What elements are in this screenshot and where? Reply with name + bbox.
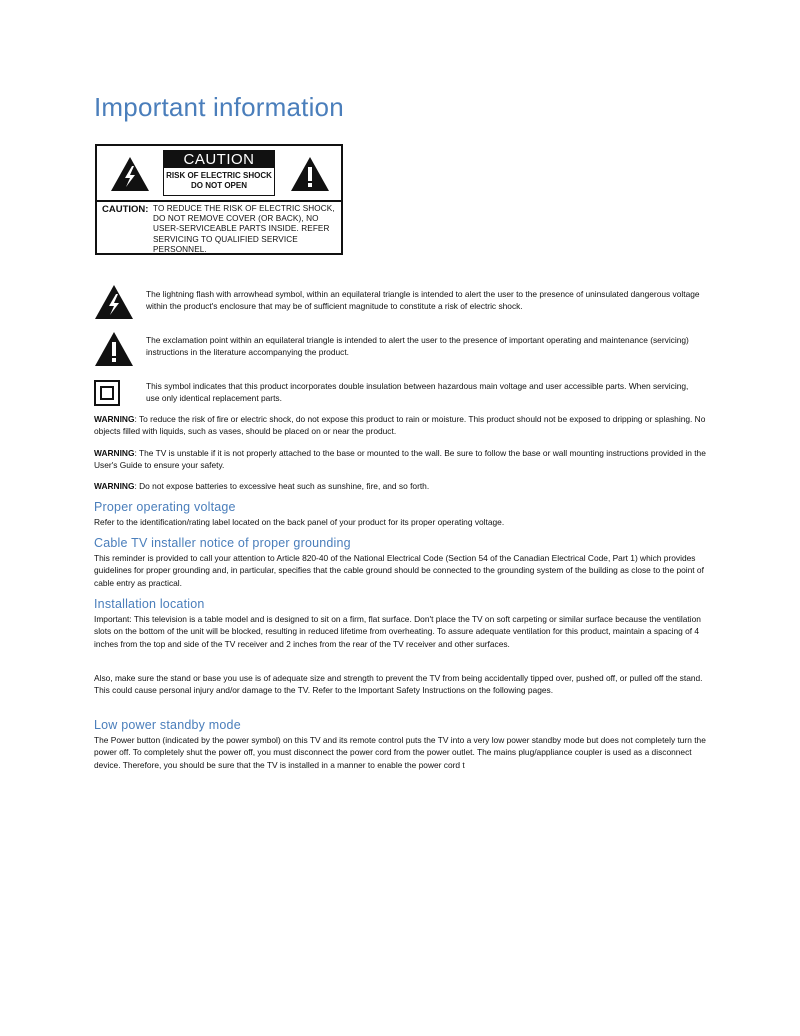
section-heading: Installation location — [94, 597, 205, 611]
lightning-symbol-description: The lightning flash with arrowhead symbol, within an equilateral triangle is intended to alert the user to the presence of uninsulated dangerous voltage within the product's enclosure that may be of sufficient magnitude to constitute a risk of electric shock. — [146, 289, 700, 312]
caution-sub-line1: RISK OF ELECTRIC SHOCK — [166, 171, 272, 180]
double-insulation-description: This symbol indicates that this product incorporates double insulation between hazardous main voltage and user accessible parts. When servicing, use only identical replacement parts. — [146, 381, 689, 404]
page-title: Important information — [94, 92, 344, 122]
section-paragraph: The Power button (indicated by the power symbol) on this TV and its remote control puts the TV into a very low power standby mode but does not completely turn the power off. To completely shut the power off, you must disconnect the power cord from the power outlet. The mains plug/appliance coupler is used as a disconnect device. Therefore, you should be sure that the TV is installed in a manner to enable the power cord t — [94, 735, 706, 770]
double-insulation-icon — [94, 380, 120, 406]
section-paragraph: Also, make sure the stand or base you use is of adequate size and strength to prevent the TV from being accidentally tipped over, pushed off, or pulled off the stand. This could cause personal injury and/or damage to the TV. Refer to the Important Safety Instructions on the following pages. — [94, 673, 703, 696]
warning-text: : To reduce the risk of fire or electric shock, do not expose this product to rain or moisture. This product should not be exposed to dripping or splashing. No objects filled with liquids, such as vases, should be placed on or near the product. — [94, 414, 706, 437]
caution-sub-line2: DO NOT OPEN — [190, 181, 247, 190]
lightning-warning-icon — [110, 156, 150, 192]
warning-label: WARNING — [94, 414, 135, 424]
warning-text: : Do not expose batteries to excessive heat such as sunshine, fire, and so forth. — [134, 481, 430, 491]
caution-divider — [97, 200, 341, 202]
exclamation-warning-icon — [94, 331, 134, 367]
exclamation-symbol-description: The exclamation point within an equilateral triangle is intended to alert the user to the presence of important operating and maintenance (servicing) instructions in the literature accompanying the product. — [146, 335, 689, 358]
section-paragraph: Refer to the identification/rating label located on the back panel of your product for its proper operating voltage. — [94, 517, 505, 527]
caution-header: CAUTION — [164, 151, 274, 168]
section-paragraph: This reminder is provided to call your attention to Article 820-40 of the National Electrical Code (Section 54 of the Canadian Electrical Code, Part 1) which provides guidelines for proper grounding and, in particular, specifies that the cable ground should be connected to the grounding system of the building as close to the point of cable entry as practical. — [94, 553, 704, 588]
section-heading: Low power standby mode — [94, 718, 241, 732]
warning-paragraph — [94, 447, 710, 472]
warning-text: : The TV is unstable if it is not properly attached to the base or mounted to the wall. Be sure to follow the base or wall mounting instructions provided in the User's Guide to ensure your safety. — [94, 448, 706, 471]
warning-label: WARNING — [94, 481, 135, 491]
caution-foot-text: TO REDUCE THE RISK OF ELECTRIC SHOCK, DO NOT REMOVE COVER (OR BACK), NO USER-SERVICEABLE PARTS INSIDE. REFER SERVICING TO QUALIFIED SERVICE PERSONNEL. — [153, 204, 335, 254]
warning-paragraph — [94, 413, 710, 438]
exclamation-warning-icon — [290, 156, 330, 192]
warning-paragraph — [94, 480, 710, 492]
caution-subtitle — [164, 171, 274, 191]
section-heading: Cable TV installer notice of proper grounding — [94, 536, 351, 550]
warning-label: WARNING — [94, 448, 135, 458]
caution-label — [95, 144, 343, 255]
section-paragraph: Important: This television is a table model and is designed to sit on a firm, flat surface. Don't place the TV on soft carpeting or similar surface because the ventilation slots on the bottom of the unit will be blocked, resulting in reduced lifetime from overheating. To assure adequate ventilation for this product, maintain a spacing of 4 inches from the top and side of the TV receiver and 2 inches from the rear of the TV receiver and other surfaces. — [94, 614, 701, 649]
caution-header-box — [163, 150, 275, 196]
lightning-warning-icon — [94, 284, 134, 320]
section-heading: Proper operating voltage — [94, 500, 236, 514]
caution-foot-label: CAUTION: — [102, 204, 149, 215]
